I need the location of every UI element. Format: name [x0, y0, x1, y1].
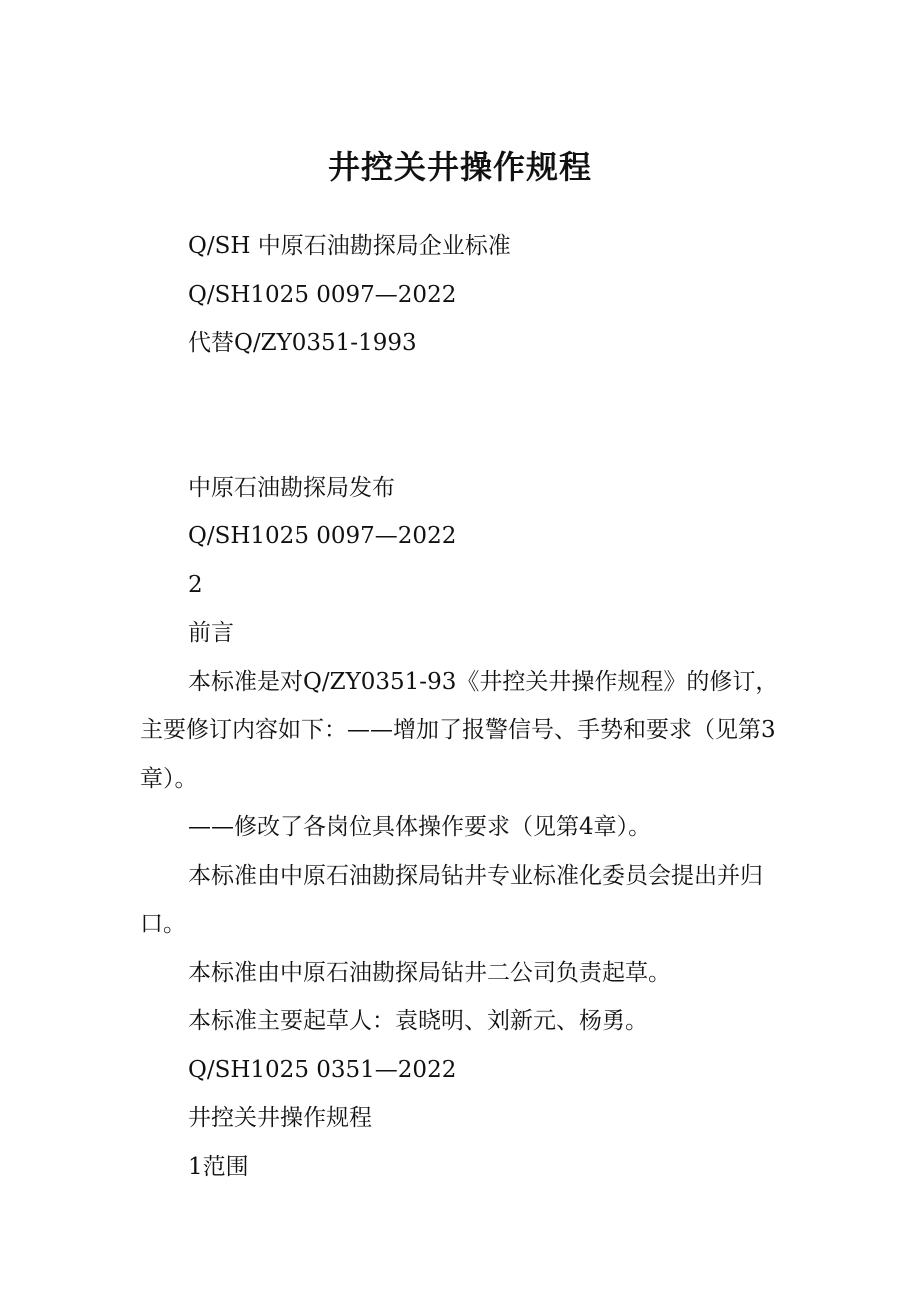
document-body: [140, 222, 790, 1191]
foreword-paragraph-proposer: 本标准由中原石油勘探局钻井专业标准化委员会提出并归口。: [140, 862, 763, 937]
foreword-paragraph-modification: ——修改了各岗位具体操作要求（见第4章）。: [188, 814, 652, 840]
section-heading-scope: 1范围: [188, 1153, 249, 1180]
section-standard-number: Q/SH1025 0351—2022: [188, 1056, 457, 1083]
blank-gap: [140, 368, 790, 464]
replaces-line: 代替Q/ZY0351-1993: [188, 330, 417, 356]
foreword-paragraph-revision: 本标准是对Q/ZY0351-93《井控关井操作规程》的修订，主要修订内容如下：——增加了报警信号、手势和要求（见第3章）。: [140, 668, 779, 792]
standard-org-line: Q/SH 中原石油勘探局企业标准: [188, 233, 511, 259]
foreword-paragraph-drafters: 本标准主要起草人：袁晓明、刘新元、杨勇。: [188, 1008, 648, 1034]
publisher-line: 中原石油勘探局发布: [188, 474, 395, 501]
standard-number-repeat: Q/SH1025 0097—2022: [188, 523, 457, 549]
document-title: 井控关井操作规程: [327, 148, 592, 186]
section-title: 井控关井操作规程: [188, 1105, 372, 1131]
page-number: 2: [188, 571, 203, 598]
foreword-heading: 前言: [188, 620, 234, 646]
standard-number: Q/SH1025 0097—2022: [188, 281, 457, 308]
foreword-paragraph-drafter-org: 本标准由中原石油勘探局钻井二公司负责起草。: [188, 959, 671, 986]
